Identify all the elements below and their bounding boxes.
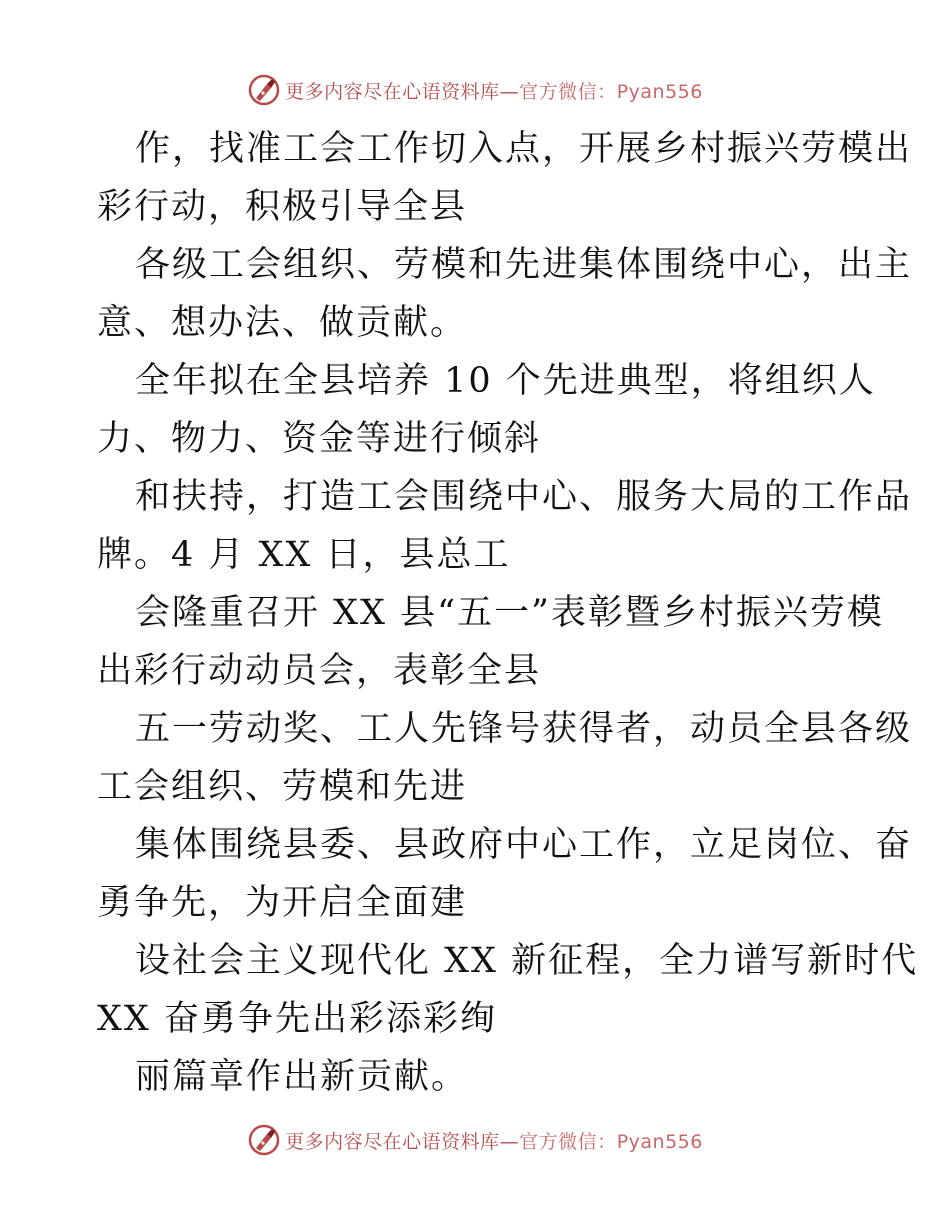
- footer-banner: [0, 1120, 950, 1160]
- paragraph-line: 设社会主义现代化 XX 新征程，全力谱写新时代: [135, 941, 919, 981]
- footer-banner-dash: —: [499, 1130, 520, 1153]
- header-banner: [0, 70, 950, 110]
- pen-nib-logo-icon: [247, 1123, 281, 1157]
- paragraph-6: [97, 700, 913, 816]
- paragraph-line: 彩行动，积极引导全县: [97, 187, 468, 227]
- paragraph-line: 会隆重召开 XX 县“五一”表彰暨乡村振兴劳模: [135, 593, 884, 633]
- paragraph-line: 各级工会组织、劳模和先进集体围绕中心，出主: [135, 245, 913, 285]
- paragraph-line: 意、想办法、做贡献。: [97, 303, 468, 343]
- paragraph-line: 出彩行动动员会，表彰全县: [97, 651, 542, 691]
- footer-banner-id: Pyan556: [616, 1130, 703, 1153]
- header-banner-main: 更多内容尽在心语资料库: [285, 80, 500, 103]
- paragraph-line: 全年拟在全县培养 10 个先进典型，将组织人: [135, 361, 876, 401]
- document-body: [97, 120, 919, 1106]
- paragraph-3: [97, 352, 876, 468]
- footer-banner-main: 更多内容尽在心语资料库: [285, 1130, 500, 1153]
- header-banner-text: [285, 77, 703, 104]
- paragraph-2: [97, 236, 913, 352]
- paragraph-7: [97, 816, 913, 932]
- paragraph-line: 作，找准工会工作切入点，开展乡村振兴劳模出: [135, 129, 913, 169]
- paragraph-line: 力、物力、资金等进行倾斜: [97, 419, 542, 459]
- header-banner-dash: —: [499, 80, 520, 103]
- paragraph-1: [97, 120, 913, 236]
- paragraph-4: [97, 468, 913, 584]
- paragraph-line: 和扶持，打造工会围绕中心、服务大局的工作品: [135, 477, 913, 517]
- paragraph-line: 勇争先，为开启全面建: [97, 883, 468, 923]
- footer-banner-sub: 官方微信：: [519, 1130, 617, 1153]
- paragraph-5: [97, 584, 884, 700]
- paragraph-line: 五一劳动奖、工人先锋号获得者，动员全县各级: [135, 709, 913, 749]
- paragraph-line: 牌。4 月 XX 日，县总工: [97, 535, 511, 575]
- footer-banner-text: [285, 1127, 703, 1154]
- paragraph-8: [97, 932, 919, 1048]
- paragraph-line: 丽篇章作出新贡献。: [135, 1057, 469, 1097]
- paragraph-line: XX 奋勇争先出彩添彩绚: [97, 999, 497, 1039]
- header-banner-sub: 官方微信：: [519, 80, 617, 103]
- paragraph-9: [97, 1048, 857, 1106]
- pen-nib-logo-icon: [247, 73, 281, 107]
- header-banner-id: Pyan556: [616, 80, 703, 103]
- paragraph-line: 工会组织、劳模和先进: [97, 767, 468, 807]
- paragraph-line: 集体围绕县委、县政府中心工作，立足岗位、奋: [135, 825, 913, 865]
